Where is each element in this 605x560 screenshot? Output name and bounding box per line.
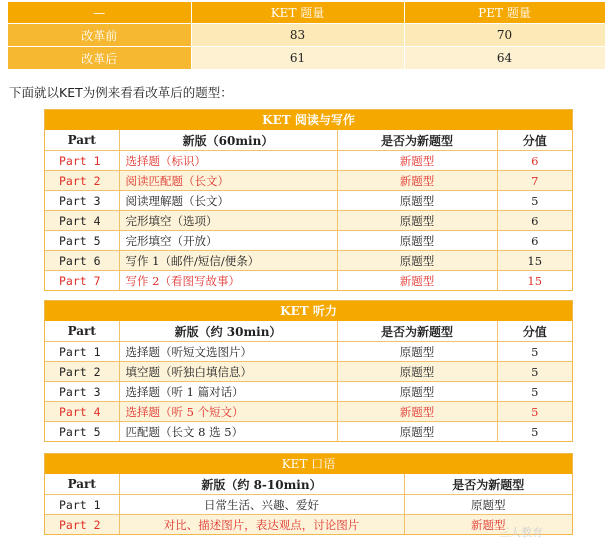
new-type-cell: 原题型 [337, 342, 497, 362]
comparison-header-cell: KET 题量 [191, 2, 404, 24]
pet-count: 64 [404, 47, 605, 70]
question-type-cell: 对比、描述图片，表达观点，讨论图片 [119, 515, 404, 535]
question-type-cell: 写作 1（邮件/短信/便条） [119, 251, 337, 271]
score-cell: 15 [497, 271, 572, 291]
column-header: 新版（约 30min） [119, 321, 337, 342]
speaking-table [44, 453, 573, 535]
new-type-cell: 新题型 [404, 515, 572, 535]
score-cell: 7 [497, 171, 572, 191]
reading-writing-table [44, 109, 573, 291]
comparison-row [8, 24, 605, 47]
part-cell: Part 1 [45, 151, 119, 171]
new-type-cell: 新题型 [337, 151, 497, 171]
pet-count: 70 [404, 24, 605, 47]
score-cell: 5 [497, 402, 572, 422]
watermark: 三人教育 [499, 526, 543, 539]
header-row [45, 130, 572, 151]
comparison-table [8, 2, 605, 69]
comparison-header-row [8, 2, 605, 24]
question-type-cell: 选择题（标识） [119, 151, 337, 171]
part-cell: Part 2 [45, 515, 119, 535]
question-type-cell: 选择题（听 1 篇对话） [119, 382, 337, 402]
question-type-cell: 阅读理解题（长文） [119, 191, 337, 211]
question-type-cell: 日常生活、兴趣、爱好 [119, 495, 404, 515]
new-type-cell: 新题型 [337, 402, 497, 422]
comparison-header-cell: — [8, 2, 191, 24]
column-header: 新版（约 8-10min） [119, 474, 404, 495]
table-title: KET 阅读与写作 [45, 110, 572, 130]
part-cell: Part 4 [45, 211, 119, 231]
table-row [45, 231, 572, 251]
score-cell: 5 [497, 422, 572, 442]
question-type-cell: 匹配题（长文 8 选 5） [119, 422, 337, 442]
new-type-cell: 原题型 [337, 231, 497, 251]
question-type-cell: 阅读匹配题（长文） [119, 171, 337, 191]
table-row [45, 191, 572, 211]
column-header: Part [45, 321, 119, 342]
question-type-cell: 选择题（听短文选图片） [119, 342, 337, 362]
question-type-cell: 完形填空（选项） [119, 211, 337, 231]
new-type-cell: 原题型 [337, 382, 497, 402]
table-row [45, 402, 572, 422]
part-cell: Part 3 [45, 191, 119, 211]
header-row [45, 321, 572, 342]
table-row [45, 171, 572, 191]
part-cell: Part 5 [45, 231, 119, 251]
part-cell: Part 1 [45, 495, 119, 515]
table-row [45, 271, 572, 291]
new-type-cell: 新题型 [337, 271, 497, 291]
table-row [45, 362, 572, 382]
score-cell: 15 [497, 251, 572, 271]
ket-count: 61 [191, 47, 404, 70]
question-type-cell: 选择题（听 5 个短文） [119, 402, 337, 422]
part-cell: Part 2 [45, 171, 119, 191]
table-row [45, 495, 572, 515]
column-header: 新版（60min） [119, 130, 337, 151]
column-header: 分值 [497, 321, 572, 342]
comparison-header-cell: PET 题量 [404, 2, 605, 24]
new-type-cell: 原题型 [337, 191, 497, 211]
new-type-cell: 原题型 [337, 362, 497, 382]
table-row [45, 515, 572, 535]
ket-count: 83 [191, 24, 404, 47]
table-row [45, 422, 572, 442]
intro-text: 下面就以KET为例来看看改革后的题型： [9, 85, 233, 100]
part-cell: Part 6 [45, 251, 119, 271]
score-cell: 6 [497, 231, 572, 251]
table-row [45, 211, 572, 231]
new-type-cell: 新题型 [337, 171, 497, 191]
part-cell: Part 2 [45, 362, 119, 382]
part-cell: Part 5 [45, 422, 119, 442]
table-title: KET 口语 [45, 454, 572, 474]
listening-table [44, 300, 573, 442]
part-cell: Part 1 [45, 342, 119, 362]
comparison-row-label: 改革前 [8, 24, 191, 47]
score-cell: 5 [497, 342, 572, 362]
new-type-cell: 原题型 [404, 495, 572, 515]
score-cell: 5 [497, 191, 572, 211]
column-header: Part [45, 130, 119, 151]
score-cell: 6 [497, 211, 572, 231]
part-cell: Part 7 [45, 271, 119, 291]
comparison-row-label: 改革后 [8, 47, 191, 70]
part-cell: Part 3 [45, 382, 119, 402]
table-title: KET 听力 [45, 301, 572, 321]
column-header: 是否为新题型 [337, 321, 497, 342]
score-cell: 6 [497, 151, 572, 171]
column-header: 分值 [497, 130, 572, 151]
table-row [45, 342, 572, 362]
score-cell: 5 [497, 362, 572, 382]
question-type-cell: 写作 2（看图写故事） [119, 271, 337, 291]
question-type-cell: 填空题（听独白填信息） [119, 362, 337, 382]
column-header: 是否为新题型 [337, 130, 497, 151]
new-type-cell: 原题型 [337, 251, 497, 271]
score-cell: 5 [497, 382, 572, 402]
question-type-cell: 完形填空（开放） [119, 231, 337, 251]
header-row [45, 474, 572, 495]
table-row [45, 151, 572, 171]
column-header: 是否为新题型 [404, 474, 572, 495]
comparison-row [8, 47, 605, 70]
new-type-cell: 原题型 [337, 422, 497, 442]
table-row [45, 382, 572, 402]
part-cell: Part 4 [45, 402, 119, 422]
new-type-cell: 原题型 [337, 211, 497, 231]
table-row [45, 251, 572, 271]
column-header: Part [45, 474, 119, 495]
